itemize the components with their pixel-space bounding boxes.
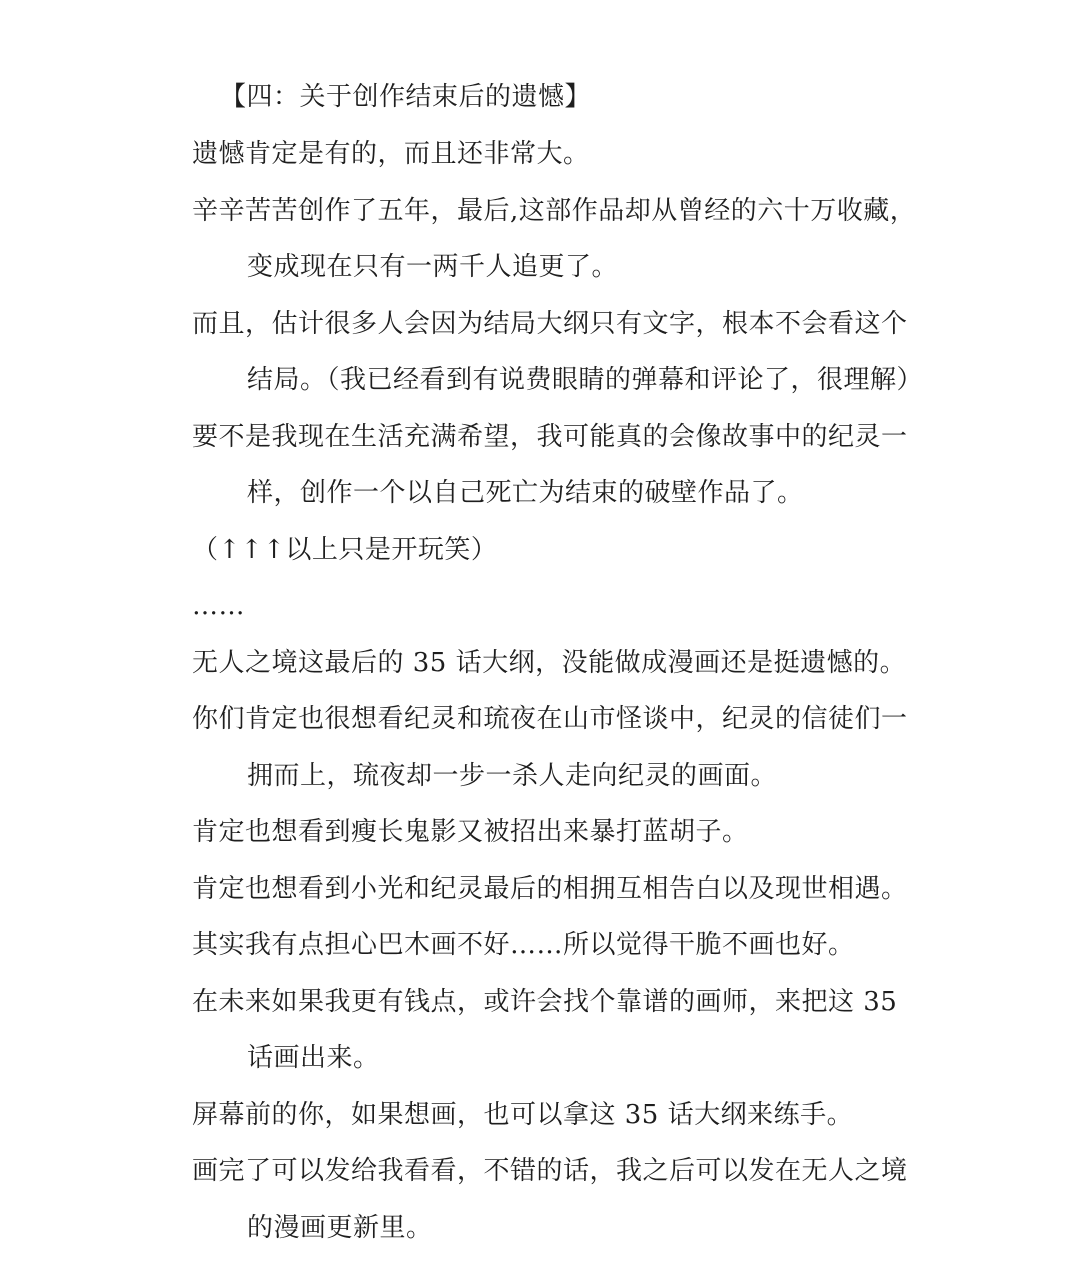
paragraph-line: 肯定也想看到瘦长鬼影又被招出来暴打蓝胡子。: [192, 817, 749, 847]
paragraph-line: 遗憾肯定是有的，而且还非常大。: [192, 139, 590, 169]
paragraph-line: 辛辛苦苦创作了五年，最后,这部作品却从曾经的六十万收藏，: [192, 196, 917, 226]
paragraph-line: 画完了可以发给我看看，不错的话，我之后可以发在无人之境: [192, 1156, 908, 1186]
ellipsis-line: ……: [192, 591, 245, 621]
section-heading: 【四：关于创作结束后的遗憾】: [220, 82, 592, 112]
paragraph-line: 要不是我现在生活充满希望，我可能真的会像故事中的纪灵一: [192, 422, 908, 452]
paragraph-line: 其实我有点担心巴木画不好……所以觉得干脆不画也好。: [192, 930, 855, 960]
paragraph-line: 无人之境这最后的 35 话大纲，没能做成漫画还是挺遗憾的。: [192, 648, 907, 678]
paragraph-line: 在未来如果我更有钱点，或许会找个靠谱的画师，来把这 35: [192, 987, 898, 1017]
paragraph-line: 你们肯定也很想看纪灵和琉夜在山市怪谈中，纪灵的信徒们一: [192, 704, 908, 734]
paragraph-line: （↑↑↑以上只是开玩笑）: [192, 535, 498, 565]
paragraph-line-continued: 拥而上，琉夜却一步一杀人走向纪灵的画面。: [247, 761, 778, 791]
paragraph-line-continued: 的漫画更新里。: [247, 1213, 433, 1243]
paragraph-line: 而且，估计很多人会因为结局大纲只有文字，根本不会看这个: [192, 309, 908, 339]
paragraph-line-continued: 结局。（我已经看到有说费眼睛的弹幕和评论了，很理解）: [247, 365, 924, 395]
paragraph-line-continued: 话画出来。: [247, 1043, 380, 1073]
paragraph-line-continued: 样，创作一个以自己死亡为结束的破壁作品了。: [247, 478, 804, 508]
paragraph-line: 屏幕前的你，如果想画，也可以拿这 35 话大纲来练手。: [192, 1100, 854, 1130]
paragraph-line: 肯定也想看到小光和纪灵最后的相拥互相告白以及现世相遇。: [192, 874, 908, 904]
paragraph-line-continued: 变成现在只有一两千人追更了。: [247, 252, 619, 282]
